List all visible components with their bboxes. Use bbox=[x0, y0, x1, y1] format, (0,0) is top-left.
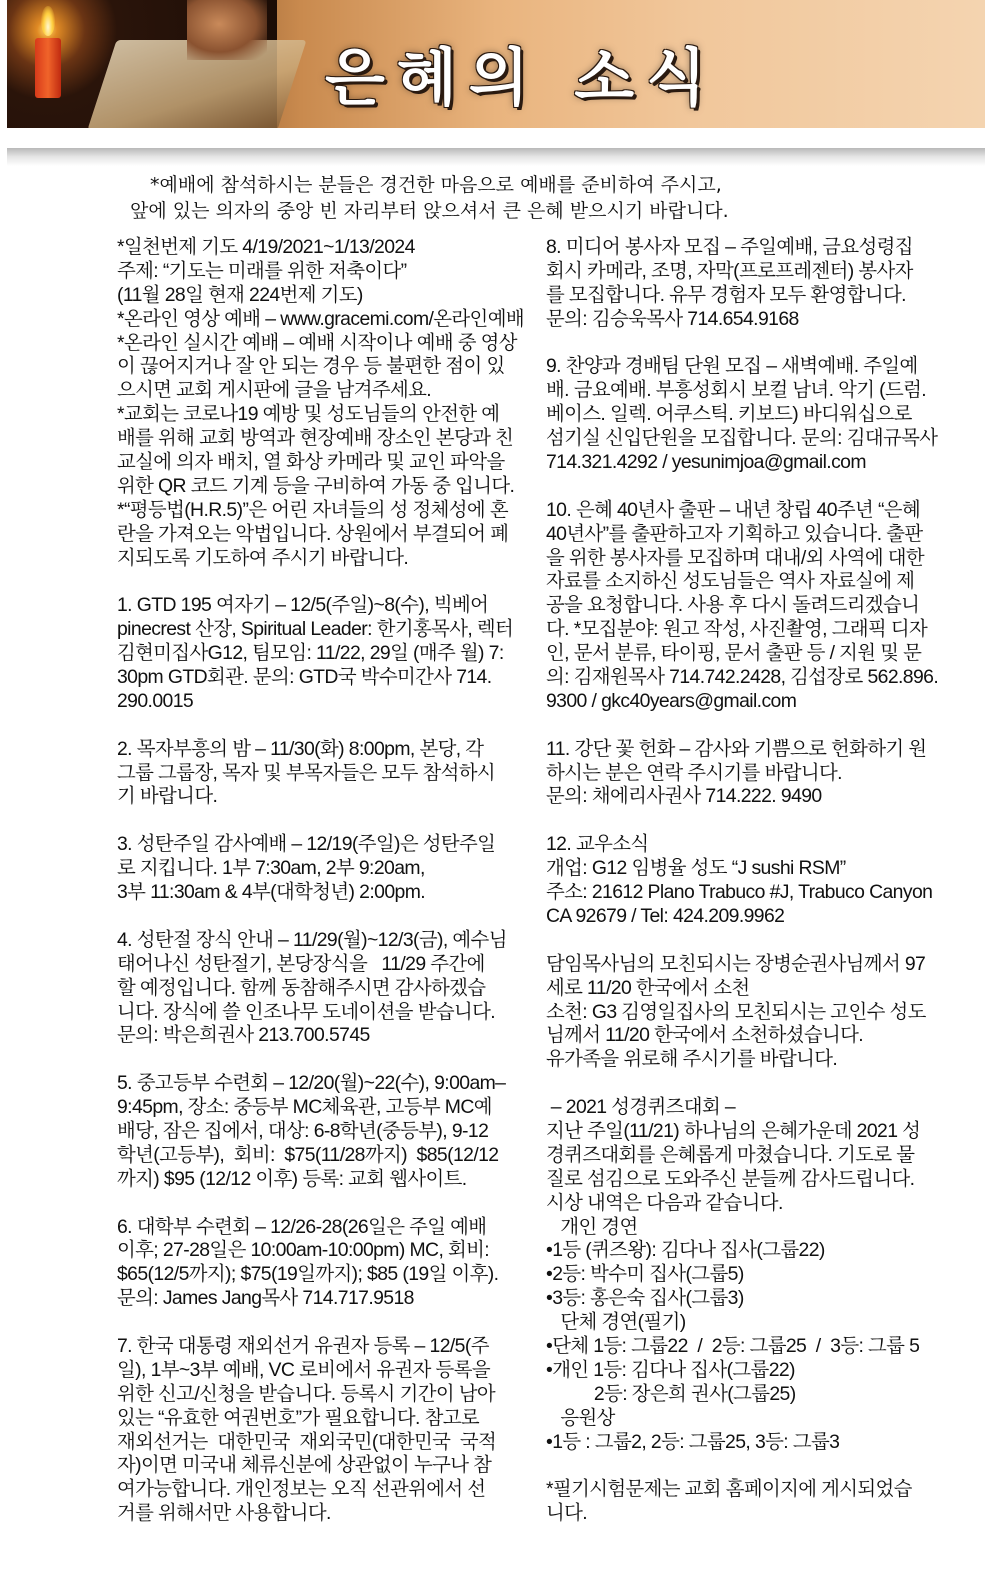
header-divider bbox=[7, 148, 985, 166]
header-banner bbox=[7, 0, 985, 128]
text-line: 2등: 장은희 권사(그룹25) bbox=[546, 1382, 796, 1405]
text-line: 태어나신 성탄절기, 본당장식을 11/29 주간에 bbox=[117, 952, 485, 975]
candle-icon bbox=[35, 38, 61, 98]
text-line: 9300 / gkc40years@gmail.com bbox=[546, 689, 797, 712]
text-line: 이후; 27-28일은 10:00am-10:00pm) MC, 회비: bbox=[117, 1239, 490, 1262]
text-line: 5. 중고등부 수련회 – 12/20(월)~22(수), 9:00am– bbox=[117, 1072, 506, 1095]
text-line: 거를 위해서만 사용합니다. bbox=[117, 1502, 331, 1525]
text-line: 배. 금요예배. 부흥성회시 보컬 남녀. 악기 (드럼. bbox=[546, 379, 927, 402]
text-line: 290.0015 bbox=[117, 689, 194, 712]
paragraph-gap bbox=[117, 1048, 533, 1072]
text-line: 714.321.4292 / yesunimjoa@gmail.com bbox=[546, 451, 866, 474]
text-line: 문의: 채에리사권사 714.222. 9490 bbox=[546, 785, 822, 808]
text-line: 9. 찬양과 경배팀 단원 모집 – 새벽예배. 주일예 bbox=[546, 355, 918, 378]
text-line: 3부 11:30am & 4부(대학청년) 2:00pm. bbox=[117, 881, 426, 904]
left-column bbox=[117, 236, 533, 1526]
text-line: 학년(고등부), 회비: $75(11/28까지) $85(12/12 bbox=[117, 1143, 499, 1166]
text-line: 여가능합니다. 개인정보는 오직 선관위에서 선 bbox=[117, 1478, 486, 1501]
text-line: 으시면 교회 게시판에 글을 남겨주세요. bbox=[117, 379, 432, 402]
text-line: 섬기실 신입단원을 모집합니다. 문의: 김대규목사 bbox=[546, 427, 938, 450]
right-column bbox=[546, 236, 962, 1526]
paragraph-gap bbox=[546, 929, 962, 953]
text-line: 40년사”를 출판하고자 기획하고 있습니다. 출판 bbox=[546, 522, 923, 545]
text-line: 경퀴즈대회를 은혜롭게 마쳤습니다. 기도로 물 bbox=[546, 1143, 915, 1166]
text-line: 질로 섬김으로 도와주신 분들께 감사드립니다. bbox=[546, 1167, 915, 1190]
text-line: 님께서 11/20 한국에서 소천하셨습니다. bbox=[546, 1024, 864, 1047]
text-line: 지되도록 기도하여 주시기 바랍니다. bbox=[117, 546, 409, 569]
text-line: 베이스. 일렉. 어쿠스틱. 키보드) 바디워십으로 bbox=[546, 403, 912, 426]
paragraph-gap bbox=[546, 1454, 962, 1478]
text-line: 단체 경연(필기) bbox=[546, 1311, 686, 1334]
text-line: 문의: 박은희권사 213.700.5745 bbox=[117, 1024, 370, 1047]
text-line: •3등: 홍은숙 집사(그룹3) bbox=[546, 1287, 744, 1310]
text-line: – 2021 성경퀴즈대회 – bbox=[546, 1096, 736, 1119]
text-line: (11월 28일 현재 224번제 기도) bbox=[117, 283, 363, 306]
text-line: 7. 한국 대통령 재외선거 유권자 등록 – 12/5(주 bbox=[117, 1334, 489, 1357]
text-line: 회시 카메라, 조명, 자막(프로프레젠터) 봉사자 bbox=[546, 259, 913, 282]
text-line: 이 끊어지거나 잘 안 되는 경우 등 불편한 점이 있 bbox=[117, 355, 505, 378]
text-line: 시상 내역은 다음과 같습니다. bbox=[546, 1191, 783, 1214]
text-line: 30pm GTD회관. 문의: GTD국 박수미간사 714. bbox=[117, 666, 492, 689]
paragraph-gap bbox=[546, 714, 962, 738]
candle-bible-photo bbox=[7, 0, 277, 128]
paragraph-gap bbox=[117, 905, 533, 929]
paragraph-gap bbox=[117, 809, 533, 833]
text-line: 재외선거는 대한민국 재외국민(대한민국 국적 bbox=[117, 1430, 497, 1453]
text-line: 할 예정입니다. 함께 동참해주시면 감사하겠습 bbox=[117, 976, 486, 999]
text-line: 4. 성탄절 장식 안내 – 11/29(월)~12/3(금), 예수님 bbox=[117, 928, 507, 951]
paragraph-gap bbox=[546, 475, 962, 499]
text-line: $65(12/5까지); $75(19일까지); $85 (19일 이후). bbox=[117, 1263, 499, 1286]
text-line: 세로 11/20 한국에서 소천 bbox=[546, 976, 750, 999]
text-line: 김현미집사G12, 팀모임: 11/22, 29일 (매주 월) 7: bbox=[117, 642, 504, 665]
text-line: 유가족을 위로해 주시기를 바랍니다. bbox=[546, 1048, 838, 1071]
text-line: 를 모집합니다. 유무 경험자 모두 환영합니다. bbox=[546, 283, 906, 306]
text-line: 1. GTD 195 여자기 – 12/5(주일)~8(수), 빅베어 bbox=[117, 594, 489, 617]
text-line: 을 위한 봉사자를 모집하며 대내/외 사역에 대한 bbox=[546, 546, 925, 569]
text-line: 그룹 그룹장, 목자 및 부목자들은 모두 참석하시 bbox=[117, 761, 496, 784]
praying-hands-image bbox=[187, 0, 267, 60]
paragraph-gap bbox=[546, 809, 962, 833]
text-line: 개인 경연 bbox=[546, 1215, 638, 1238]
text-line: 11. 강단 꽃 헌화 – 감사와 기쁨으로 헌화하기 원 bbox=[546, 737, 927, 760]
page-title: 은혜의 소식 bbox=[325, 41, 719, 114]
text-line: 자료를 소지하신 성도님들은 역사 자료실에 제 bbox=[546, 570, 915, 593]
text-line: pinecrest 산장, Spiritual Leader: 한기홍목사, 렉터 bbox=[117, 618, 514, 641]
text-line: *교회는 코로나19 예방 및 성도님들의 안전한 예 bbox=[117, 403, 500, 426]
paragraph-gap bbox=[117, 1311, 533, 1335]
text-line: 12. 교우소식 bbox=[546, 833, 649, 856]
text-line: 6. 대학부 수련회 – 12/26-28(26일은 주일 예배 bbox=[117, 1215, 487, 1238]
intro-line: 앞에 있는 의자의 중앙 빈 자리부터 앉으셔서 큰 은혜 받으시기 바랍니다. bbox=[130, 200, 729, 222]
text-line: 공을 요청합니다. 사용 후 다시 돌려드리겠습니 bbox=[546, 594, 920, 617]
text-line: 일), 1부~3부 예배, VC 로비에서 유권자 등록을 bbox=[117, 1358, 490, 1381]
text-line: 위한 신고/신청을 받습니다. 등록시 기간이 남아 bbox=[117, 1382, 496, 1405]
text-line: 위한 QR 코드 기계 등을 구비하여 가동 중 입니다. bbox=[117, 474, 515, 497]
text-line: *온라인 실시간 예배 – 예배 시작이나 예배 중 영상 bbox=[117, 331, 517, 354]
paragraph-gap bbox=[117, 714, 533, 738]
text-line: *일천번제 기도 4/19/2021~1/13/2024 bbox=[117, 236, 415, 258]
text-line: *온라인 영상 예배 – www.gracemi.com/온라인예배 bbox=[117, 307, 524, 330]
text-line: 주소: 21612 Plano Trabuco #J, Trabuco Canyon bbox=[546, 881, 933, 904]
text-line: 담임목사님의 모친되시는 장병순권사님께서 97 bbox=[546, 952, 926, 975]
intro-line: *예배에 참석하시는 분들은 경건한 마음으로 예배를 준비하여 주시고, bbox=[150, 174, 722, 196]
text-line: 기 바랍니다. bbox=[117, 785, 218, 808]
text-line: 문의: James Jang목사 714.717.9518 bbox=[117, 1287, 414, 1310]
paragraph-gap bbox=[117, 1192, 533, 1216]
text-line: CA 92679 / Tel: 424.209.9962 bbox=[546, 904, 785, 927]
text-line: 주제: “기도는 미래를 위한 저축이다” bbox=[117, 259, 407, 282]
text-line: 응원상 bbox=[546, 1406, 615, 1429]
text-line: 까지) $95 (12/12 이후) 등록: 교회 웹사이트. bbox=[117, 1167, 467, 1190]
text-line: 다. *모집분야: 원고 작성, 사진촬영, 그래픽 디자 bbox=[546, 618, 928, 641]
text-line: •1등 (퀴즈왕): 김다나 집사(그룹22) bbox=[546, 1239, 825, 1262]
text-line: 란을 가져오는 악법입니다. 상원에서 부결되어 폐 bbox=[117, 522, 509, 545]
text-line: 로 지킵니다. 1부 7:30am, 2부 9:20am, bbox=[117, 857, 425, 880]
paragraph-gap bbox=[117, 570, 533, 594]
text-line: 자)이면 미국내 체류신분에 상관없이 누구나 참 bbox=[117, 1454, 492, 1477]
text-line: 지난 주일(11/21) 하나님의 은혜가운데 2021 성 bbox=[546, 1119, 921, 1142]
paragraph-gap bbox=[546, 332, 962, 356]
text-line: 8. 미디어 봉사자 모집 – 주일예배, 금요성령집 bbox=[546, 236, 913, 258]
text-line: 니다. 장식에 쓸 인조나무 도네이션을 받습니다. bbox=[117, 1000, 496, 1023]
text-line: •1등 : 그룹2, 2등: 그룹25, 3등: 그룹3 bbox=[546, 1430, 840, 1453]
text-line: 니다. bbox=[546, 1502, 588, 1525]
text-line: 3. 성탄주일 감사예배 – 12/19(주일)은 성탄주일 bbox=[117, 833, 496, 856]
text-line: 있는 “유효한 여권번호”가 필요합니다. 참고로 bbox=[117, 1406, 480, 1429]
text-line: 소천: G3 김영일집사의 모친되시는 고인수 성도 bbox=[546, 1000, 926, 1023]
text-line: 10. 은혜 40년사 출판 – 내년 창립 40주년 “은혜 bbox=[546, 498, 921, 521]
text-line: 인, 문서 분류, 타이핑, 문서 출판 등 / 지원 및 문 bbox=[546, 642, 922, 665]
text-line: 개업: G12 임병율 성도 “J sushi RSM” bbox=[546, 857, 846, 880]
text-line: *“평등법(H.R.5)”은 어린 자녀들의 성 정체성에 혼 bbox=[117, 498, 508, 521]
text-line: 배당, 잠은 집에서, 대상: 6-8학년(중등부), 9-12 bbox=[117, 1119, 489, 1142]
intro-notice bbox=[130, 172, 870, 224]
text-line: 의: 김재원목사 714.742.2428, 김섭장로 562.896. bbox=[546, 666, 939, 689]
text-line: 배를 위해 교회 방역과 현장예배 장소인 본당과 친 bbox=[117, 427, 514, 450]
text-line: •2등: 박수미 집사(그룹5) bbox=[546, 1263, 744, 1286]
text-line: 교실에 의자 배치, 열 화상 카메라 및 교인 파악을 bbox=[117, 451, 505, 474]
text-line: •단체 1등: 그룹22 / 2등: 그룹25 / 3등: 그룹 5 bbox=[546, 1334, 920, 1357]
flame-icon bbox=[41, 6, 55, 36]
text-line: *필기시험문제는 교회 홈페이지에 게시되었습 bbox=[546, 1478, 912, 1501]
paragraph-gap bbox=[546, 1072, 962, 1096]
text-line: •개인 1등: 김다나 집사(그룹22) bbox=[546, 1358, 795, 1381]
text-line: 문의: 김승욱목사 714.654.9168 bbox=[546, 307, 799, 330]
text-line: 하시는 분은 연락 주시기를 바랍니다. bbox=[546, 761, 842, 784]
text-line: 9:45pm, 장소: 중등부 MC체육관, 고등부 MC예 bbox=[117, 1096, 492, 1119]
text-line: 2. 목자부흥의 밤 – 11/30(화) 8:00pm, 본당, 각 bbox=[117, 737, 484, 760]
